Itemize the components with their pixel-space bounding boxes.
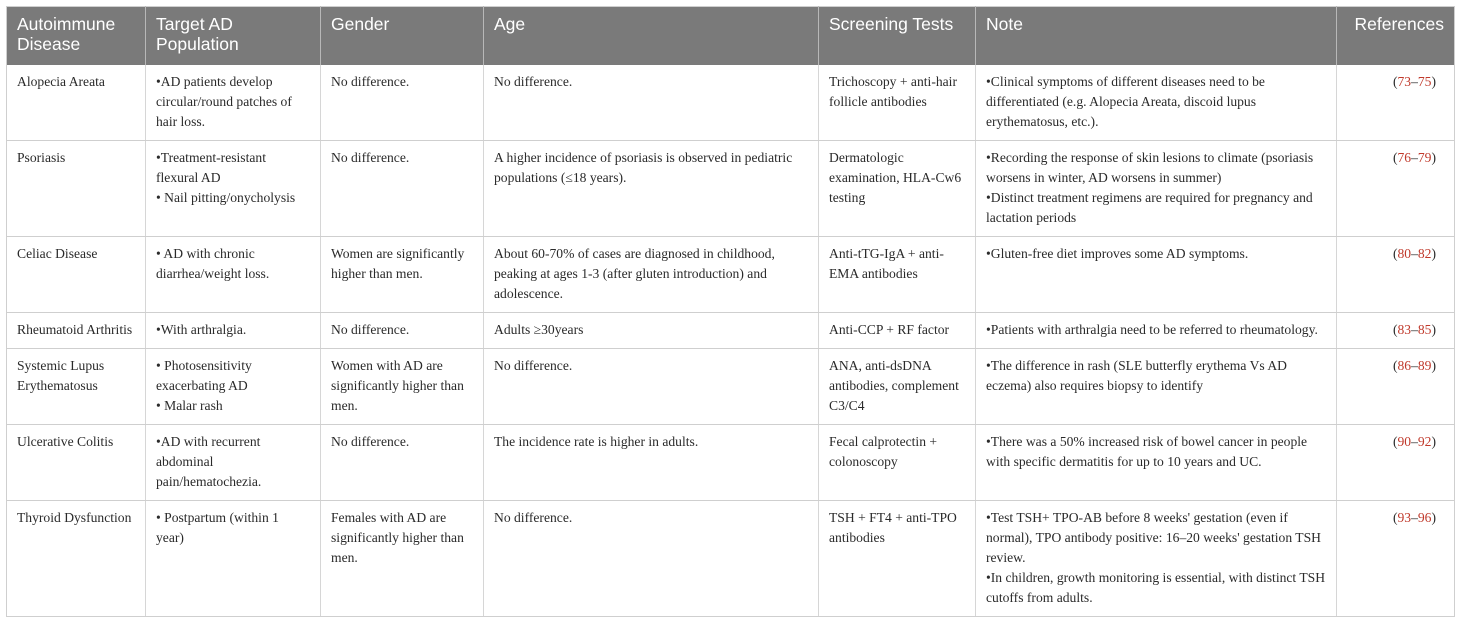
population-cell-line: • Nail pitting/onycholysis	[156, 190, 296, 205]
reference-link[interactable]: 93	[1397, 510, 1412, 525]
references-cell	[1337, 349, 1455, 425]
table-row	[7, 425, 1455, 501]
reference-link[interactable]: 85	[1417, 322, 1432, 337]
note-cell-line: •The difference in rash (SLE butterfly erythema Vs AD eczema) also requires biopsy to identify	[986, 358, 1287, 393]
population-cell-line: •AD patients develop circular/round patches of hair loss.	[156, 74, 292, 129]
note-cell-line: •Clinical symptoms of different diseases need to be differentiated (e.g. Alopecia Areata, discoid lupus erythematosus, etc.).	[986, 74, 1265, 129]
note-cell-line: •Gluten-free diet improves some AD symptoms.	[986, 246, 1249, 261]
table-row	[7, 349, 1455, 425]
autoimmune-disease-table	[6, 6, 1455, 617]
table-container	[6, 6, 1454, 617]
table-row	[7, 313, 1455, 349]
references-cell	[1337, 65, 1455, 141]
reference-link[interactable]: 92	[1417, 434, 1432, 449]
reference-link[interactable]: 83	[1397, 322, 1412, 337]
gender-cell: No difference.	[321, 425, 484, 501]
population-cell	[146, 313, 321, 349]
note-cell-line: •Distinct treatment regimens are required for pregnancy and lactation periods	[986, 190, 1313, 225]
reference-link[interactable]: 80	[1397, 246, 1412, 261]
age-cell: The incidence rate is higher in adults.	[484, 425, 819, 501]
header-row	[7, 7, 1455, 66]
note-cell	[976, 501, 1337, 617]
ref-paren-open: (	[1392, 150, 1398, 165]
reference-link[interactable]: 96	[1417, 510, 1432, 525]
age-cell: A higher incidence of psoriasis is observed in pediatric populations (≤18 years).	[484, 141, 819, 237]
table-row	[7, 65, 1455, 141]
references-cell	[1337, 425, 1455, 501]
ref-paren-close: )	[1431, 322, 1436, 337]
disease-cell: Rheumatoid Arthritis	[7, 313, 146, 349]
ref-paren-close: )	[1431, 358, 1436, 373]
ref-paren-open: (	[1392, 74, 1398, 89]
reference-link[interactable]: 86	[1397, 358, 1412, 373]
ref-range-dash: –	[1411, 322, 1418, 337]
references-cell	[1337, 141, 1455, 237]
note-cell-line: •Test TSH+ TPO-AB before 8 weeks' gestation (even if normal), TPO antibody positive: 16–20 weeks' gestation TSH review.	[986, 510, 1321, 565]
note-cell	[976, 141, 1337, 237]
screening-cell: Anti-CCP + RF factor	[819, 313, 976, 349]
ref-range-dash: –	[1411, 358, 1418, 373]
age-cell: No difference.	[484, 65, 819, 141]
population-cell-line: • AD with chronic diarrhea/weight loss.	[156, 246, 270, 281]
note-cell	[976, 349, 1337, 425]
ref-paren-open: (	[1392, 434, 1398, 449]
screening-cell: TSH + FT4 + anti-TPO antibodies	[819, 501, 976, 617]
ref-range-dash: –	[1411, 510, 1418, 525]
ref-range-dash: –	[1411, 434, 1418, 449]
screening-cell: Trichoscopy + anti-hair follicle antibodies	[819, 65, 976, 141]
reference-link[interactable]: 82	[1417, 246, 1432, 261]
note-cell-line: •Patients with arthralgia need to be referred to rheumatology.	[986, 322, 1318, 337]
note-cell-line: •In children, growth monitoring is essential, with distinct TSH cutoffs from adults.	[986, 570, 1326, 605]
ref-paren-open: (	[1392, 510, 1398, 525]
gender-cell: Women with AD are significantly higher than men.	[321, 349, 484, 425]
reference-link[interactable]: 75	[1417, 74, 1432, 89]
header-screening: Screening Tests	[819, 7, 976, 66]
disease-cell: Celiac Disease	[7, 237, 146, 313]
reference-link[interactable]: 90	[1397, 434, 1412, 449]
header-population: Target AD Population	[146, 7, 321, 66]
ref-paren-close: )	[1431, 246, 1436, 261]
ref-range-dash: –	[1411, 150, 1418, 165]
table-row	[7, 501, 1455, 617]
table-row	[7, 141, 1455, 237]
age-cell: No difference.	[484, 349, 819, 425]
reference-link[interactable]: 79	[1417, 150, 1432, 165]
age-cell: No difference.	[484, 501, 819, 617]
ref-paren-close: )	[1431, 150, 1436, 165]
population-cell	[146, 349, 321, 425]
disease-cell: Systemic Lupus Erythematosus	[7, 349, 146, 425]
population-cell	[146, 237, 321, 313]
note-cell	[976, 425, 1337, 501]
disease-cell: Ulcerative Colitis	[7, 425, 146, 501]
gender-cell: Women are significantly higher than men.	[321, 237, 484, 313]
population-cell-line: • Postpartum (within 1 year)	[156, 510, 279, 545]
note-cell	[976, 237, 1337, 313]
disease-cell: Thyroid Dysfunction	[7, 501, 146, 617]
population-cell-line: •With arthralgia.	[156, 322, 247, 337]
ref-paren-close: )	[1431, 510, 1436, 525]
population-cell-line: •AD with recurrent abdominal pain/hematochezia.	[156, 434, 262, 489]
header-disease: Autoimmune Disease	[7, 7, 146, 66]
gender-cell: Females with AD are significantly higher than men.	[321, 501, 484, 617]
population-cell	[146, 425, 321, 501]
references-cell	[1337, 501, 1455, 617]
ref-paren-open: (	[1392, 358, 1398, 373]
ref-paren-open: (	[1392, 322, 1398, 337]
gender-cell: No difference.	[321, 65, 484, 141]
gender-cell: No difference.	[321, 141, 484, 237]
age-cell: About 60-70% of cases are diagnosed in childhood, peaking at ages 1-3 (after gluten introduction) and adolescence.	[484, 237, 819, 313]
population-cell-line: • Photosensitivity exacerbating AD	[156, 358, 252, 393]
population-cell	[146, 141, 321, 237]
ref-range-dash: –	[1411, 74, 1418, 89]
reference-link[interactable]: 76	[1397, 150, 1412, 165]
ref-paren-open: (	[1392, 246, 1398, 261]
references-cell	[1337, 313, 1455, 349]
population-cell	[146, 501, 321, 617]
table-row	[7, 237, 1455, 313]
screening-cell: ANA, anti-dsDNA antibodies, complement C3/C4	[819, 349, 976, 425]
population-cell-line: • Malar rash	[156, 398, 223, 413]
screening-cell: Dermatologic examination, HLA-Cw6 testing	[819, 141, 976, 237]
header-note: Note	[976, 7, 1337, 66]
screening-cell: Anti-tTG-IgA + anti-EMA antibodies	[819, 237, 976, 313]
disease-cell: Alopecia Areata	[7, 65, 146, 141]
population-cell-line: •Treatment-resistant flexural AD	[156, 150, 266, 185]
screening-cell: Fecal calprotectin + colonoscopy	[819, 425, 976, 501]
ref-range-dash: –	[1411, 246, 1418, 261]
header-age: Age	[484, 7, 819, 66]
population-cell	[146, 65, 321, 141]
disease-cell: Psoriasis	[7, 141, 146, 237]
note-cell	[976, 313, 1337, 349]
header-references: References	[1337, 7, 1455, 66]
references-cell	[1337, 237, 1455, 313]
reference-link[interactable]: 73	[1397, 74, 1412, 89]
gender-cell: No difference.	[321, 313, 484, 349]
ref-paren-close: )	[1431, 434, 1436, 449]
reference-link[interactable]: 89	[1417, 358, 1432, 373]
note-cell-line: •There was a 50% increased risk of bowel cancer in people with specific dermatitis for up to 10 years and UC.	[986, 434, 1308, 469]
age-cell: Adults ≥30years	[484, 313, 819, 349]
note-cell	[976, 65, 1337, 141]
ref-paren-close: )	[1431, 74, 1436, 89]
note-cell-line: •Recording the response of skin lesions to climate (psoriasis worsens in winter, AD worsens in summer)	[986, 150, 1314, 185]
header-gender: Gender	[321, 7, 484, 66]
